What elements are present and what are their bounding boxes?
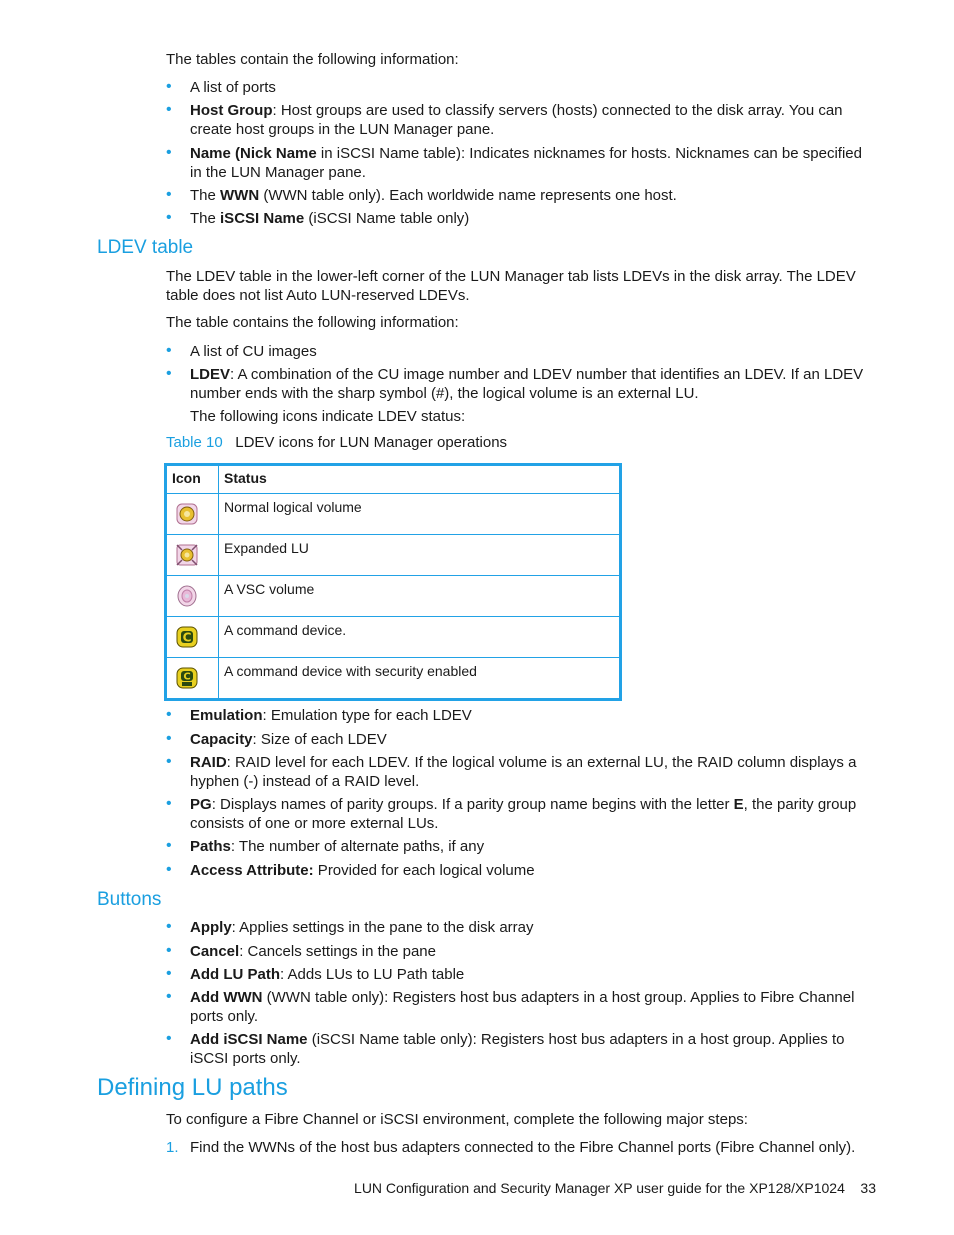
command-device-icon [175, 625, 199, 649]
ldev-icons-note: The following icons indicate LDEV status: [190, 408, 466, 425]
defining-lu-paths-heading: Defining LU paths [97, 1074, 288, 1101]
normal-volume-icon [175, 502, 199, 526]
table-header-icon: Icon [166, 465, 219, 494]
table-header-status: Status [219, 465, 621, 494]
table-row: C A command device. [166, 617, 621, 658]
page-number: 33 [860, 1180, 876, 1196]
defining-paragraph: To configure a Fibre Channel or iSCSI environment, complete the following major steps: [166, 1111, 748, 1128]
ldev-paragraph-2: The table contains the following information: [166, 314, 459, 331]
table-row: Expanded LU [166, 535, 621, 576]
table-caption: Table 10 LDEV icons for LUN Manager operations [166, 434, 508, 451]
table-row: Normal logical volume [166, 494, 621, 535]
intro-paragraph: The tables contain the following information: [166, 51, 459, 68]
ldev-paragraph: The LDEV table in the lower-left corner of the LUN Manager tab lists LDEVs in the disk array. The LDEV table does not list Auto LUN-reserved LDEVs. [166, 268, 856, 304]
svg-text:C: C [183, 671, 191, 683]
vsc-volume-icon [175, 584, 199, 608]
table-row: C A command device with security enabled [166, 658, 621, 700]
expanded-lu-icon [175, 543, 199, 567]
ldev-icons-table [164, 463, 622, 701]
buttons-heading: Buttons [97, 889, 162, 910]
table-row: A VSC volume [166, 576, 621, 617]
page-footer: LUN Configuration and Security Manager XP user guide for the XP128/XP1024 33 [354, 1180, 876, 1196]
svg-text:C: C [182, 630, 192, 645]
secure-command-device-icon [175, 666, 199, 690]
ldev-table-heading: LDEV table [97, 237, 194, 258]
